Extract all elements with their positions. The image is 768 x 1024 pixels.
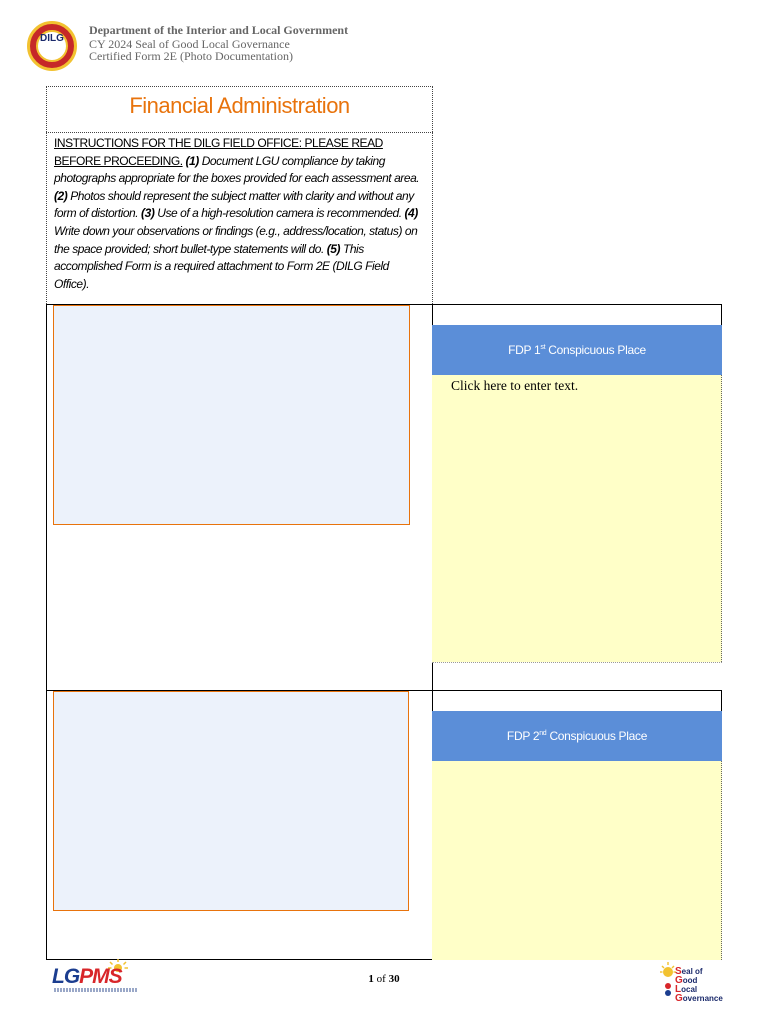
instr-step-5: This accomplished Form is a required attachment to Form 2E (DILG Field Office).	[54, 241, 389, 291]
instr-step-2: Photos should represent the subject matter with clarity and without any form of distortion.	[54, 188, 414, 221]
caption-fdp-2: FDP 2nd Conspicuous Place	[432, 711, 722, 761]
notes-cell-1	[432, 304, 722, 691]
instr-step-4: Write down your observations or findings (e.g., address/location, status) on the space provided; short bullet-type statements will do.	[54, 223, 418, 256]
instr-num-5: (5)	[326, 241, 341, 256]
header-program: CY 2024 Seal of Good Local Governance	[89, 37, 290, 51]
notes-field-1[interactable]	[432, 375, 722, 662]
seal-of-good-local-governance-logo	[660, 960, 726, 1004]
instr-num-2: (2)	[54, 188, 68, 203]
dilg-seal-logo	[27, 21, 77, 71]
sgl-line-2: Good	[675, 975, 698, 986]
header-department: Department of the Interior and Local Government	[89, 23, 349, 37]
sgl-line-3: Local	[675, 984, 698, 995]
photo-cell-1	[46, 304, 433, 691]
page-number: 1 of 30	[368, 973, 400, 985]
header-form-name: Certified Form 2E (Photo Documentation)	[89, 49, 293, 63]
instr-num-4: (4)	[404, 206, 418, 221]
instructions-text	[54, 135, 426, 293]
instr-num-1: (1)	[185, 153, 199, 168]
instr-step-1: Document LGU compliance by taking photographs appropriate for the boxes provided for each assessment area.	[54, 153, 420, 186]
notes-cell-2	[432, 690, 722, 960]
title-box	[46, 86, 433, 132]
notes-divider-1	[432, 662, 722, 663]
page-title: Financial Administration	[129, 93, 350, 118]
lgpms-wordmark: LGPMS	[52, 965, 122, 988]
sgl-line-4: Governance	[675, 993, 723, 1004]
sun-icon	[660, 962, 676, 998]
seal-text: DILG	[40, 33, 64, 44]
sgl-line-1: Seal of	[675, 966, 703, 977]
photo-placeholder-1[interactable]	[53, 305, 410, 525]
notes-placeholder-1: Click here to enter text.	[451, 378, 579, 393]
notes-field-2[interactable]	[432, 761, 722, 960]
instructions-heading: INSTRUCTIONS FOR THE DILG FIELD OFFICE: PLEASE READ BEFORE PROCEEDING.	[54, 136, 383, 168]
photo-cell-2	[46, 690, 433, 960]
instr-num-3: (3)	[141, 206, 155, 221]
photo-section-1	[46, 304, 722, 691]
instr-step-3: Use of a high-resolution camera is recommended.	[157, 206, 402, 221]
photo-section-2	[46, 690, 722, 960]
notes-spacer-2	[432, 690, 722, 712]
caption-fdp-1: FDP 1st Conspicuous Place	[432, 325, 722, 375]
instructions-box	[46, 132, 433, 304]
photo-placeholder-2[interactable]	[53, 691, 409, 911]
notes-spacer-1	[432, 304, 722, 326]
lgpms-tagline-graphic	[54, 988, 138, 992]
